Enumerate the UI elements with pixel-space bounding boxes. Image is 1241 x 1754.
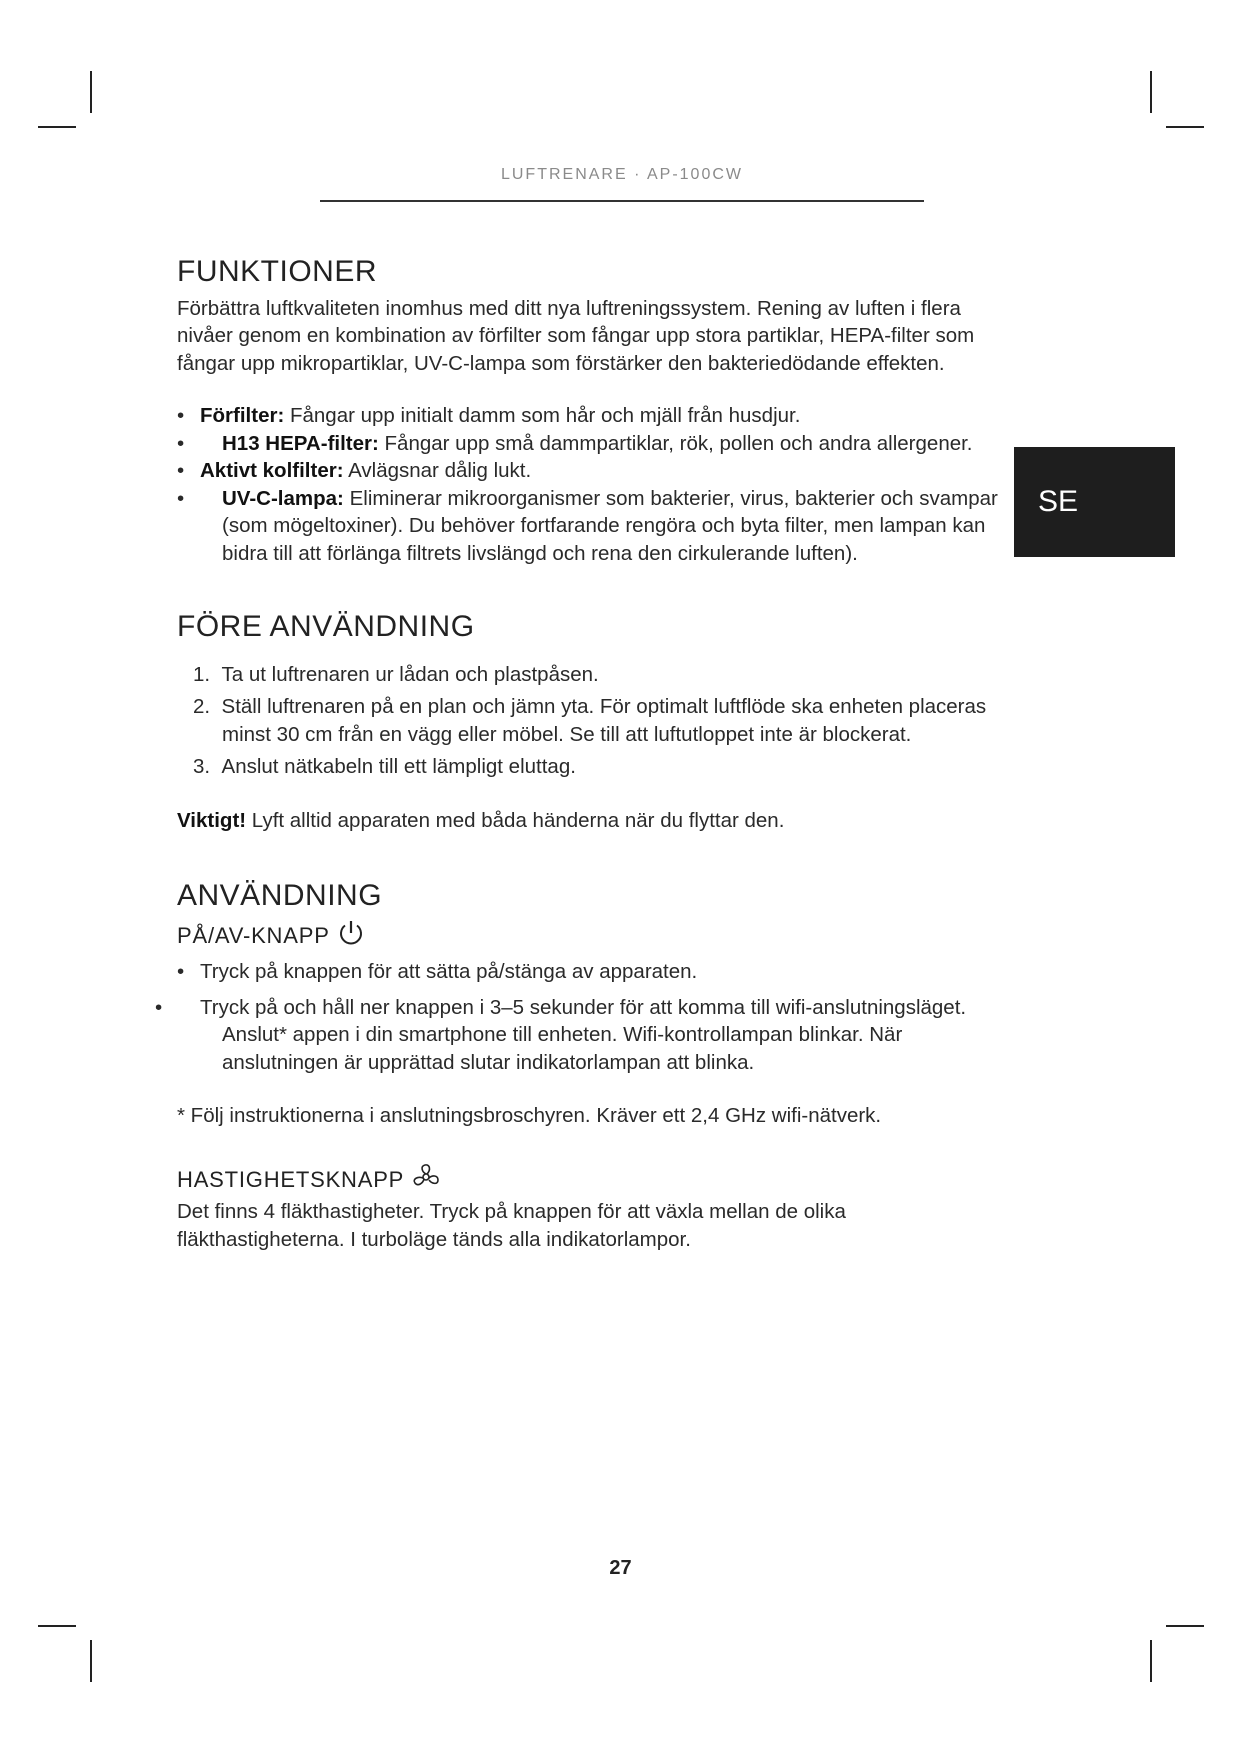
fan-icon [410, 1162, 442, 1199]
power-icon-svg [336, 918, 366, 948]
important-note [177, 807, 1007, 835]
section-heading-anvandning: ANVÄNDNING [177, 879, 383, 912]
power-item [177, 994, 1007, 1077]
page-content [177, 255, 1007, 1253]
subheading-power [177, 918, 1007, 955]
footnote: * Följ instruktionerna i anslutningsbroschyren. Kräver ett 2,4 GHz wifi-nätverk. [177, 1104, 882, 1127]
feature-item [177, 485, 1007, 568]
funktioner-intro: Förbättra luftkvaliteten inomhus med ditt nya luftreningssystem. Rening av luften i flera nivåer genom en kombination av förfilter som fångar upp stora partiklar, HEPA-filter som fångar upp mikropartiklar, UV-C-lampa som förstärker den bakteriedödande effekten. [177, 296, 975, 375]
important-text: Lyft alltid apparaten med båda händerna när du flyttar den. [246, 808, 785, 832]
step-text: Anslut nätkabeln till ett lämpligt eluttag. [221, 755, 576, 778]
crop-mark-bottom-right-h [1166, 1625, 1204, 1627]
step-number: 2. [193, 695, 211, 718]
subheading-speed [177, 1162, 1007, 1199]
power-list [177, 958, 1007, 1076]
subheading-speed-label: HASTIGHETSKNAPP [177, 1167, 405, 1192]
step-text: Ställ luftrenaren på en plan och jämn yta. För optimalt luftflöde ska enheten placeras minst 30 cm från en vägg eller möbel. Se till att luftutloppet inte är blockerat. [221, 695, 987, 746]
feature-item [177, 430, 1007, 458]
header-rule [320, 200, 924, 202]
crop-mark-top-left-v [90, 71, 92, 113]
fan-icon-svg [410, 1162, 442, 1192]
step-item [177, 753, 1007, 781]
feature-label: H13 HEPA-filter: [222, 431, 379, 455]
step-text: Ta ut luftrenaren ur lådan och plastpåsen. [221, 662, 599, 686]
feature-item [177, 402, 1007, 430]
power-item-text: Tryck på och håll ner knappen i 3–5 sekunder för att komma till wifi-anslutningsläget. Anslut* appen i din smartphone till enheten. Wifi-kontrollampan blinkar. När anslutningen är upprättad slutar indikatorlampan att blinka. [200, 995, 967, 1074]
section-heading-fore-anvandning: FÖRE ANVÄNDNING [177, 610, 475, 643]
important-label: Viktigt! [177, 808, 247, 832]
feature-text: Fångar upp små dammpartiklar, rök, pollen och andra allergener. [378, 431, 973, 455]
subheading-power-label: PÅ/AV-KNAPP [177, 923, 330, 948]
feature-text: Fångar upp initialt damm som hår och mjäll från husdjur. [284, 404, 801, 427]
feature-item [177, 457, 1007, 485]
power-item-text: Tryck på knappen för att sätta på/stänga av apparaten. [200, 960, 698, 983]
step-item [177, 661, 1007, 689]
running-header: LUFTRENARE · AP-100CW [500, 166, 744, 183]
language-tab-label: SE [1038, 485, 1079, 518]
step-item [177, 693, 1007, 748]
crop-mark-top-left-h [38, 126, 76, 128]
power-icon [336, 918, 366, 955]
language-tab [1014, 447, 1175, 557]
crop-mark-top-right-v [1150, 71, 1152, 113]
section-heading-funktioner: FUNKTIONER [177, 255, 377, 288]
crop-mark-bottom-right-v [1150, 1640, 1152, 1682]
crop-mark-top-right-h [1166, 126, 1204, 128]
feature-text: Eliminerar mikroorganismer som bakterier, virus, bakterier och svampar (som mögeltoxiner). Du behöver fortfarande rengöra och byta filter, men lampan kan bidra till att förlänga filtrets livslängd och rena den cirkulerande luften). [222, 486, 998, 565]
speed-text: Det finns 4 fläkthastigheter. Tryck på knappen för att växla mellan de olika fläkthastigheterna. I turboläge tänds alla indikatorlampor. [177, 1200, 846, 1251]
step-number: 1. [193, 662, 211, 686]
feature-label: UV-C-lampa: [222, 486, 344, 510]
crop-mark-bottom-left-v [90, 1640, 92, 1682]
feature-label: Aktivt kolfilter: [200, 459, 344, 482]
crop-mark-bottom-left-h [38, 1625, 76, 1627]
feature-label: Förfilter: [200, 404, 285, 427]
feature-text: Avlägsnar dålig lukt. [343, 459, 532, 482]
step-number: 3. [193, 755, 211, 778]
page-number: 27 [609, 1557, 632, 1579]
feature-list [177, 402, 1007, 567]
power-item [177, 958, 1007, 986]
steps-list [177, 661, 1007, 781]
